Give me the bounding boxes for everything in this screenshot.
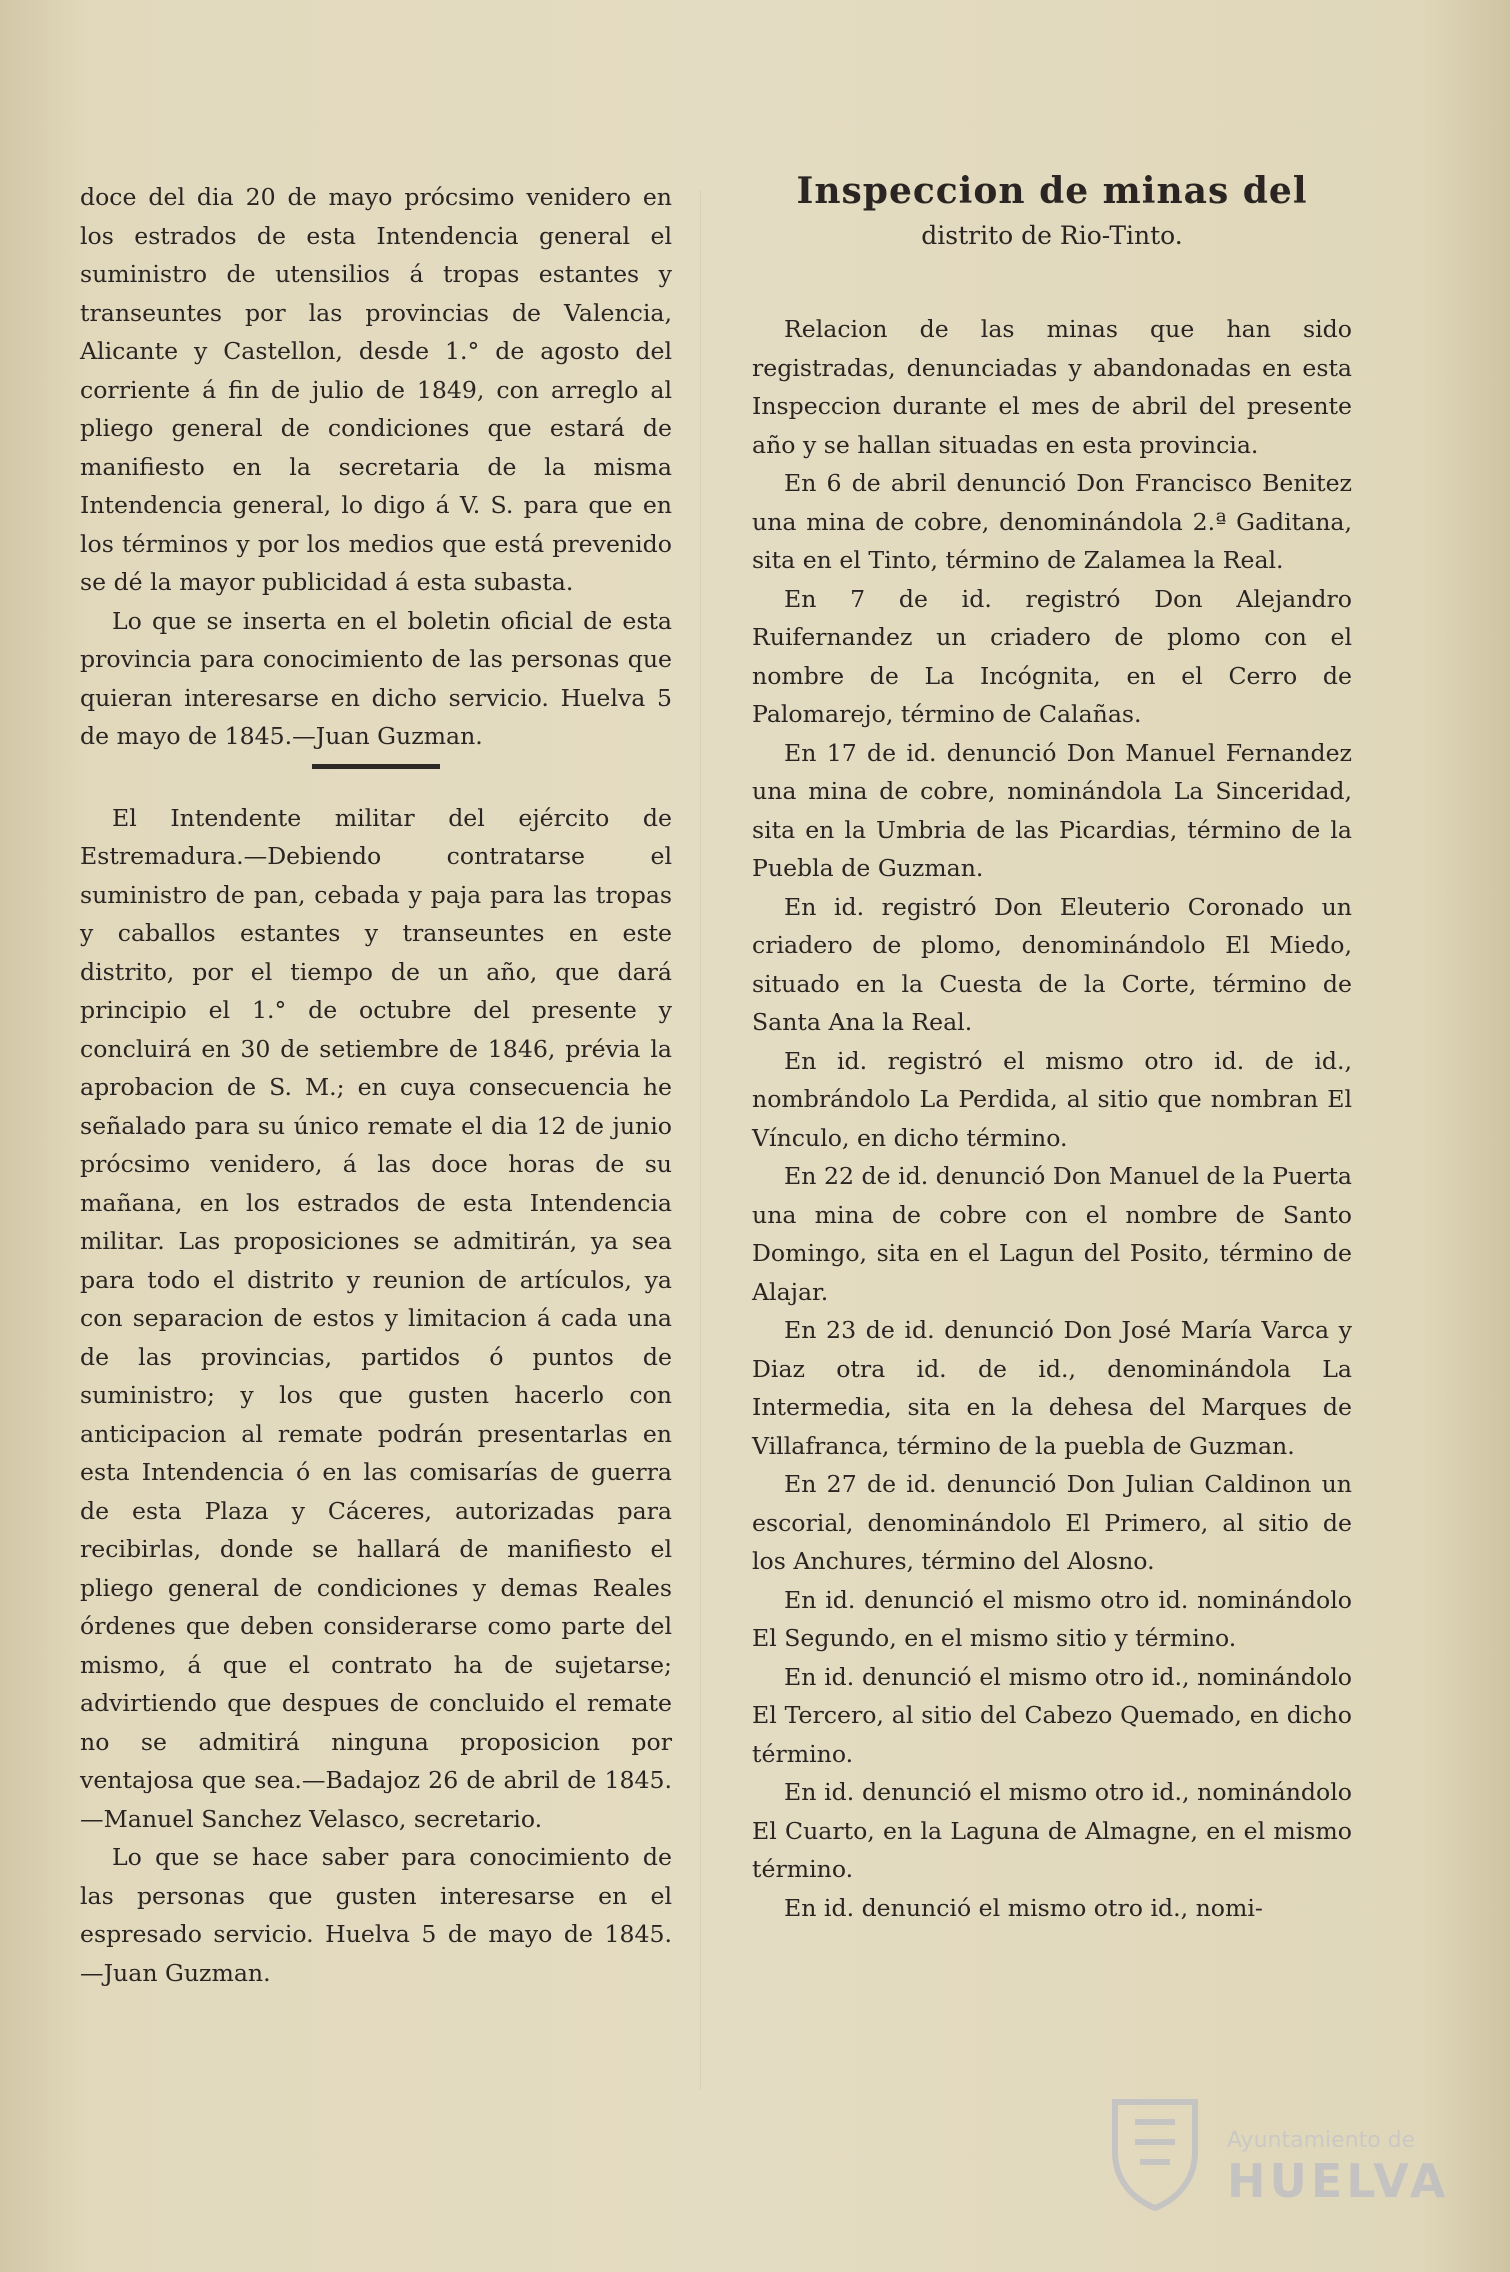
mine-entry: En 7 de id. registró Don Alejandro Ruifernandez un criadero de plomo con el nombre de La Incógnita, en el Cerro de Palomarejo, término de Calañas. — [752, 584, 1352, 728]
left-column — [80, 178, 672, 1992]
mine-entry: En id. denunció el mismo otro id., nominándolo El Tercero, al sitio del Cabezo Quemado, en dicho término. — [752, 1662, 1352, 1768]
huelva-shield-icon — [1095, 2092, 1215, 2212]
mine-entry: En 23 de id. denunció Don José María Varca y Diaz otra id. de id., denominándola La Intermedia, sita en la dehesa del Marques de Villafranca, término de la puebla de Guzman. — [752, 1316, 1352, 1460]
watermark-line1: Ayuntamiento de — [1227, 2128, 1416, 2153]
watermark-line2: HUELVA — [1227, 2154, 1450, 2208]
watermark-logo — [1095, 2092, 1450, 2212]
paragraph-intro: Relacion de las minas que han sido registradas, denunciadas y abandonadas en esta Inspeccion durante el mes de abril del presente año y se hallan situadas en esta provincia. — [752, 315, 1352, 459]
paragraph-closing-note: Lo que se hace saber para conocimiento de las personas que gusten interesarse en el espresado servicio. Huelva 5 de mayo de 1845. —Juan Guzman. — [80, 1843, 672, 1987]
column-divider — [700, 190, 701, 2090]
section-rule — [312, 764, 440, 769]
mine-entry: En id. denunció el mismo otro id. nominándolo El Segundo, en el mismo sitio y término. — [752, 1585, 1352, 1652]
section-heading — [752, 168, 1352, 258]
mine-entry: En 6 de abril denunció Don Francisco Benitez una mina de cobre, denominándola 2.ª Gaditana, sita en el Tinto, término de Zalamea la Real. — [752, 469, 1352, 574]
mine-entry: En id. denunció el mismo otro id., nominándolo El Cuarto, en la Laguna de Almagne, en el mismo término. — [752, 1778, 1352, 1883]
right-column — [752, 310, 1352, 1927]
paragraph-intendente-notice: El Intendente militar del ejército de Estremadura.—Debiendo contratarse el suministro de pan, cebada y paja para las tropas y caballos estantes y transeuntes en este distrito, por el tiempo de un año, que dará principio el 1.° de octubre del presente y concluirá en 30 de setiembre de 1846, prévia la aprobacion de S. M.; en cuya consecuencia he señalado para su único remate el dia 12 de junio prócsimo venidero, á las doce horas de su mañana, en los estrados de esta Intendencia militar. Las proposiciones se admitirán, ya sea para todo el distrito y reunion de artículos, ya con separacion de estos y limitacion á cada una de las provincias, partidos ó puntos de suministro; y los que gusten hacerlo con anticipacion al remate podrán presentarlas en esta Intendencia ó en las comisarías de guerra de esta Plaza y Cáceres, autorizadas para recibirlas, donde se hallará de manifiesto el pliego general de condiciones y demas Reales órdenes que deben considerarse como parte del mismo, á que el contrato ha de sujetarse; advirtiendo que despues de concluido el remate no se admitirá ninguna proposicion por ventajosa que sea.—Badajoz 26 de abril de 1845.—Manuel Sanchez Velasco, secretario. — [80, 803, 672, 1833]
heading-title: Inspeccion de minas del — [796, 170, 1308, 212]
mine-entry: En id. registró el mismo otro id. de id., nombrándolo La Perdida, al sitio que nombran El Vínculo, en dicho término. — [752, 1046, 1352, 1152]
mine-entry: En 27 de id. denunció Don Julian Caldinon un escorial, denominándolo El Primero, al sitio de los Anchures, término del Alosno. — [752, 1470, 1352, 1575]
mine-entry: En id. denunció el mismo otro id., nomi- — [784, 1893, 1263, 1922]
heading-subtitle: distrito de Rio-Tinto. — [921, 221, 1183, 250]
paragraph-insertion-note: Lo que se inserta en el boletin oficial de esta provincia para conocimiento de las personas que quieran interesarse en dicho servicio. Huelva 5 de mayo de 1845.—Juan Guzman. — [80, 606, 672, 750]
mine-entry: En 17 de id. denunció Don Manuel Fernandez una mina de cobre, nominándola La Sinceridad, sita en la Umbria de las Picardias, término de la Puebla de Guzman. — [752, 738, 1352, 882]
mine-entry: En 22 de id. denunció Don Manuel de la Puerta una mina de cobre con el nombre de Santo Domingo, sita en el Lagun del Posito, término de Alajar. — [752, 1162, 1352, 1306]
mine-entry: En id. registró Don Eleuterio Coronado un criadero de plomo, denominándolo El Miedo, situado en la Cuesta de la Corte, término de Santa Ana la Real. — [752, 892, 1352, 1036]
paragraph-continuation: doce del dia 20 de mayo prócsimo venidero en los estrados de esta Intendencia general el suministro de utensilios á tropas estantes y transeuntes por las provincias de Valencia, Alicante y Castellon, desde 1.° de agosto del corriente á fin de julio de 1849, con arreglo al pliego general de condiciones que estará de manifiesto en la secretaria de la misma Intendencia general, lo digo á V. S. para que en los términos y por los medios que está prevenido se dé la mayor publicidad á esta subasta. — [80, 183, 672, 596]
